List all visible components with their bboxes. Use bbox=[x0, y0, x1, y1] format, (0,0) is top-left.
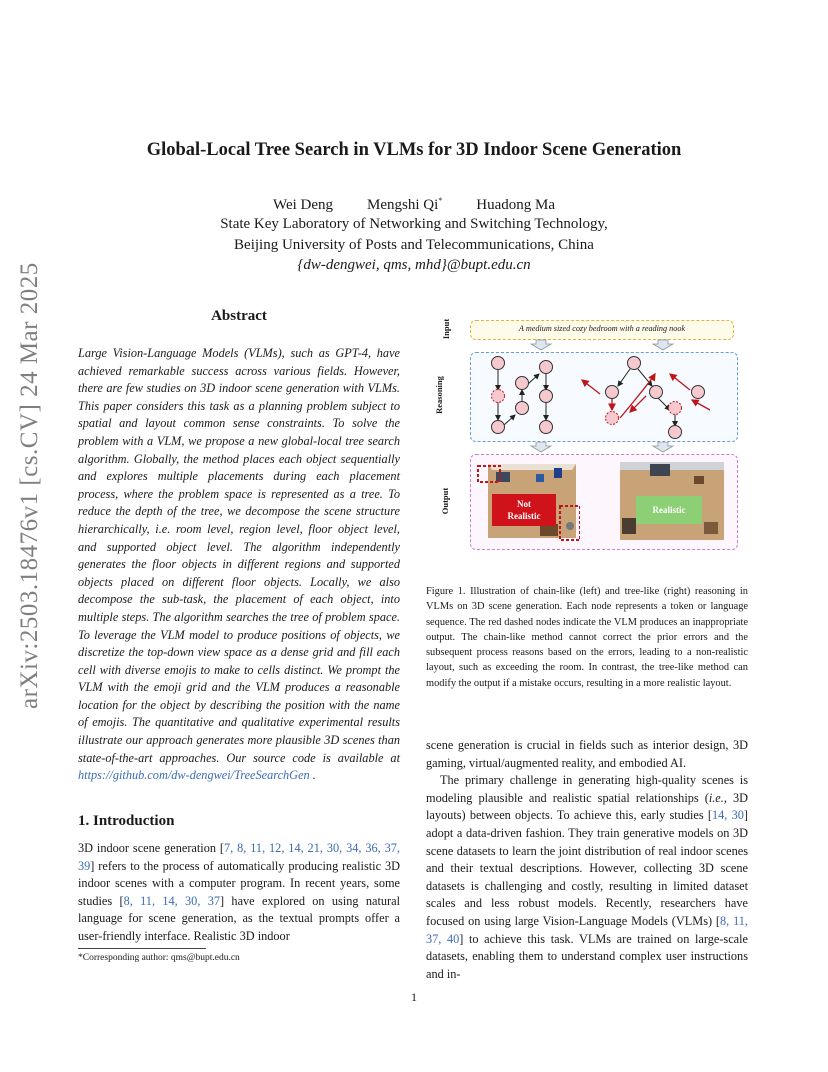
footnote-rule bbox=[78, 948, 206, 949]
p2-ie: i.e. bbox=[708, 790, 724, 805]
intro-text-1: 3D indoor scene generation [ bbox=[78, 841, 224, 855]
down-arrow-icon bbox=[653, 442, 673, 452]
figure-1-caption: Figure 1. Illustration of chain-like (left) and tree-like (right) reasoning in VLMs on 3D scene generation. Each node represents a token or language sequence. The red dashed nodes indicate the VLM produces an inappropriate output. The chain-like method cannot correct the prior errors and the subsequent process reasons based on the errors, leading to a non-realistic layout, such as exceeding the room. In contrast, the tree-like method can modify the output if a mistake occurs, resulting in a more realistic layout. bbox=[426, 586, 748, 689]
citation-group-3[interactable]: 14, 30 bbox=[712, 808, 744, 823]
side-label-output: Output bbox=[440, 487, 451, 515]
citation-group-1[interactable]: 7, 8, 11, 12, 14, 21, 30, 34, 36, 37, 39 bbox=[78, 841, 400, 873]
reasoning-diagram bbox=[470, 352, 736, 442]
down-arrow-icon bbox=[531, 340, 551, 350]
not-realistic-badge bbox=[492, 494, 556, 526]
input-prompt-text: A medium sized cozy bedroom with a reading nook bbox=[518, 324, 686, 333]
arxiv-stamp: arXiv:2503.18476v1 [cs.CV] 24 Mar 2025 bbox=[16, 262, 43, 709]
section-heading-introduction: 1. Introduction bbox=[78, 813, 175, 829]
p2-text-c: ] adopt a data-driven fashion. They train generative models on 3D scene datasets to learn the joint distribution of real indoor scenes and their textual descriptions. However, collecting 3D scene datasets is challenging and costly, resulting in limited dataset scales and less robust models. Recently, researchers have focused on using large Vision-Language Models (VLMs) [ bbox=[426, 808, 748, 928]
author-2 bbox=[367, 197, 442, 213]
citation-group-4[interactable]: 8, 11, 37, 40 bbox=[426, 913, 748, 946]
right-column-text bbox=[426, 737, 748, 983]
down-arrow-icon bbox=[531, 442, 551, 452]
intro-text-2: ] refers to the process of automatically producing realistic 3D indoor scenes with a computer program. In recent years, some studies [ bbox=[78, 858, 400, 908]
page-number: 1 bbox=[411, 990, 417, 1004]
citation-group-2[interactable]: 8, 11, 14, 30, 37 bbox=[123, 893, 221, 908]
realistic-badge bbox=[636, 496, 702, 524]
p2-text-b: , 3D layouts) between objects. To achieve this, early studies [ bbox=[426, 790, 748, 823]
paper-title: Global-Local Tree Search in VLMs for 3D Indoor Scene Generation bbox=[146, 140, 682, 160]
author-3: Huadong Ma bbox=[476, 197, 556, 213]
right-paragraph-2 bbox=[426, 772, 748, 983]
footnote: *Corresponding author: qms@bupt.edu.cn bbox=[78, 953, 240, 963]
author-list bbox=[80, 196, 748, 214]
author-emails: {dw-dengwei, qms, mhd}@bupt.edu.cn bbox=[297, 257, 531, 273]
abstract-body bbox=[78, 345, 400, 785]
down-arrow-icon bbox=[653, 340, 673, 350]
author-2-name: Mengshi Qi bbox=[367, 197, 439, 213]
source-code-link[interactable]: https://github.com/dw-dengwei/TreeSearchGen bbox=[78, 768, 310, 783]
right-paragraph-1: scene generation is crucial in fields such as interior design, 3D gaming, virtual/augmented reality, and embodied AI. bbox=[426, 738, 748, 770]
p2-text-d: ] to achieve this task. VLMs are trained on large-scale datasets, enabling them to understand complex user instructions and in- bbox=[426, 931, 748, 981]
realistic-label: Realistic bbox=[652, 505, 686, 515]
not-realistic-label-1: Not bbox=[517, 499, 531, 509]
abstract-heading: Abstract bbox=[211, 308, 267, 324]
affiliation bbox=[80, 214, 748, 276]
intro-text-3: ] have explored on using natural language for scene generation, as the textual prompts offer a user-friendly interface. Realistic 3D indoor bbox=[78, 893, 400, 943]
affiliation-line-2: Beijing University of Posts and Telecommunications, China bbox=[234, 236, 594, 253]
corresponding-mark: * bbox=[438, 196, 443, 205]
abstract-text: Large Vision-Language Models (VLMs), such as GPT-4, have achieved remarkable success across various fields. However, there are few studies on 3D indoor scene generation with VLMs. This paper considers this task as a planning problem subject to spatial and layout common sense constraints. To solve the problem with a VLM, we propose a new global-local tree search algorithm. Globally, the method places each object sequentially and explores multiple placements during each placement process, where the problem space is represented as a tree. To reduce the depth of the tree, we decompose the scene structure hierarchically, i.e. room level, region level, floor object level, and supported object level. The algorithm independently generates the floor objects in different regions and supported objects placed on different floor objects. Locally, we also decompose the sub-task, the placement of each object, into multiple steps. The algorithm searches the tree of problem space. To leverage the VLM model to produce positions of objects, we discretize the top-down view space as a dense grid and fill each cell with diverse emojis to make to cells distinct. We prompt the VLM with the emoji grid and the VLM produces a reasonable location for the object by describing the position with the name of emojis. The quantitative and qualitative experimental results illustrate our approach generates more plausible 3D scenes than state-of-the-art approaches. Our source code is available at bbox=[78, 346, 400, 765]
p2-text-a: The primary challenge in generating high-quality scenes is modeling plausible and realistic spatial relationships ( bbox=[426, 773, 748, 805]
introduction-paragraph bbox=[78, 840, 400, 946]
side-label-reasoning: Reasoning bbox=[433, 376, 444, 414]
abstract-end: . bbox=[309, 768, 316, 783]
author-1: Wei Deng bbox=[272, 197, 334, 213]
side-label-input: Input bbox=[441, 318, 452, 340]
affiliation-line-1: State Key Laboratory of Networking and Switching Technology, bbox=[220, 216, 608, 232]
figure-1 bbox=[433, 312, 750, 552]
not-realistic-label-2: Realistic bbox=[507, 511, 541, 521]
